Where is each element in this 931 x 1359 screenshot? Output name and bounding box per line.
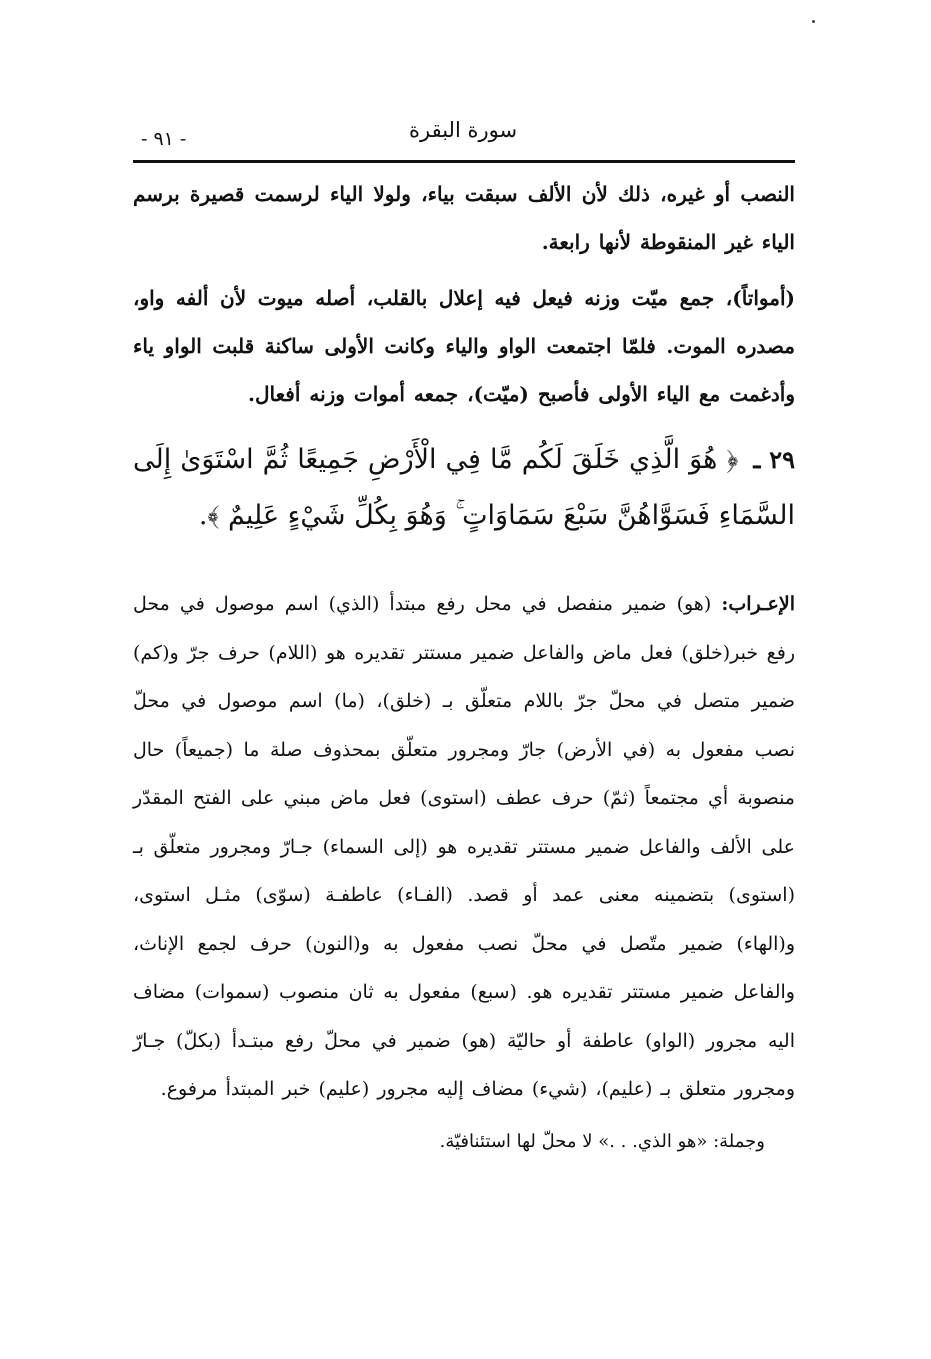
irab-label: الإعـراب: (721, 593, 795, 615)
page-content (133, 170, 795, 1162)
irab-paragraph (133, 580, 795, 1114)
running-title: سورة البقرة (409, 118, 518, 142)
quran-verse (133, 432, 795, 544)
page-number: - ٩١ - (141, 128, 187, 150)
scan-speck (812, 20, 815, 23)
verse-number: ٢٩ ـ (753, 445, 795, 474)
header-rule (133, 160, 795, 163)
page-header (133, 112, 795, 160)
jumla-note: وجملة: «هو الذي. . .» لا محلّ لها استئنافيّة. (439, 1130, 765, 1152)
paragraph-amwat: (أمواتاً)، جمع ميّت وزنه فيعل فيه إعلال بالقلب، أصله ميوت لأن ألفه واو، مصدره الموت. فلمّا اجتمعت الواو والياء وكانت الأولى ساكنة قلبت الواو ياء وأدغمت مع الياء الأولى فأصبح (ميّت)، جمعه أموات وزنه أفعال. (133, 286, 795, 406)
paragraph-continuation: النصب أو غيره، ذلك لأن الألف سبقت بياء، ولولا الياء لرسمت قصيرة برسم الياء غير المنقوطة لأنها رابعة. (133, 182, 795, 254)
verse-text: ﴿ هُوَ الَّذِي خَلَقَ لَكُم مَّا فِي الْأَرْضِ جَمِيعًا ثُمَّ اسْتَوَىٰ إِلَى السَّمَاءِ فَسَوَّاهُنَّ سَبْعَ سَمَاوَاتٍ ۚ وَهُوَ بِكُلِّ شَيْءٍ عَلِيمٌ ﴾. (133, 444, 795, 531)
irab-text: (هو) ضمير منفصل في محل رفع مبتدأ (الذي) اسم موصول في محل رفع خبر(خلق) فعل ماض والفاعل ضمير مستتر تقديره هو (اللام) حرف جرّ و(كم) ضمير متصل في محلّ جرّ باللام متعلّق بـ (خلق)، (ما) اسم موصول في محلّ نصب مفعول به (في الأرض) جارّ ومجرور متعلّق بمحذوف صلة ما (جميعاً) حال منصوبة أي مجتمعاً (ثمّ) حرف عطف (استوى) فعل ماض مبني على الفتح المقدّر على الألف والفاعل ضمير مستتر تقديره هو (إلى السماء) جـارّ ومجرور متعلّق بـ (استوى) بتضمينه معنى عمد أو قصد. (الفـاء) عاطفـة (سوّى) مثـل استوى، و(الهاء) ضمير متّصل في محلّ نصب مفعول به و(النون) حرف لجمع الإناث، والفاعل ضمير مستتر تقديره هو. (سبع) مفعول به ثان منصوب (سموات) مضاف اليه مجرور (الواو) عاطفة أو حاليّة (هو) ضمير في محلّ رفع مبتـدأ (بكلّ) جـارّ ومجرور متعلق بـ (عليم)، (شيء) مضاف إليه مجرور (عليم) خبر المبتدأ مرفوع. (133, 593, 795, 1100)
